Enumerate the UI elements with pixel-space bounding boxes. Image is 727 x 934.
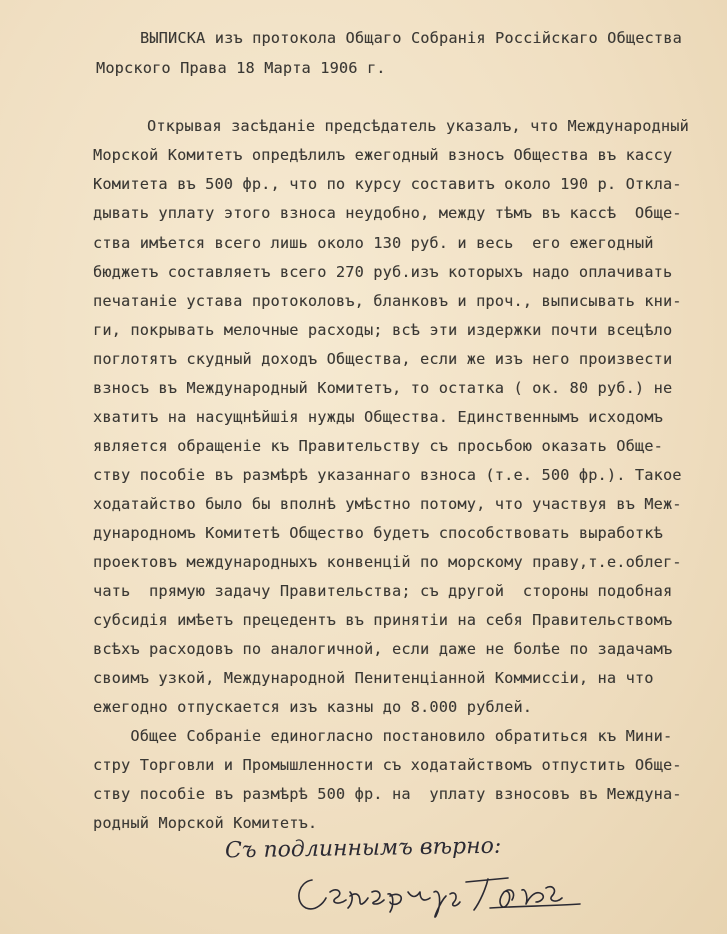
body-line: ходатайство было бы вполнѣ умѣстно потому, что участвуя въ Меж- [93,495,682,513]
signature-image [290,862,590,926]
body-line: субсидія имѣетъ прецедентъ въ принятіи на себя Правительствомъ [93,611,673,629]
heading-line-2: Морского Права 18 Марта 1906 г. [96,59,386,77]
body-line: ги, покрывать мелочные расходы; всѣ эти издержки почти всецѣло [93,321,673,339]
body-line: стру Торговли и Промышленности съ ходатайствомъ отпустить Обще- [93,756,682,774]
body-line: хватитъ на насущнѣйшія нужды Общества. Единственнымъ исходомъ [93,408,663,426]
body-line: проектовъ международныхъ конвенцій по морскому праву,т.е.облег- [93,553,682,571]
heading-line-1: ВЫПИСКА изъ протокола Общаго Собранія Россійскаго Общества [140,29,682,47]
body-line: ству пособіе въ размѣрѣ указаннаго взноса (т.е. 500 фр.). Такое [93,466,682,484]
body-line: дународномъ Комитетѣ Общество будетъ способствовать выработкѣ [93,524,663,542]
attestation-handwritten: Съ подлиннымъ вѣрно: [224,833,502,864]
body-line: Морской Комитетъ опредѣлилъ ежегодный взносъ Общества въ кассу [93,146,673,164]
body-line: Комитета въ 500 фр., что по курсу составитъ около 190 р. Откла- [93,175,682,193]
body-line: бюджетъ составляетъ всего 270 руб.изъ которыхъ надо оплачивать [93,263,673,281]
body-line: является обращеніе къ Правительству съ просьбою оказать Обще- [93,437,663,455]
body-line: поглотятъ скудный доходъ Общества, если же изъ него произвести [93,350,673,368]
body-line: печатаніе устава протоколовъ, бланковъ и проч., выписывать кни- [93,292,682,310]
body-line: своимъ узкой, Международной Пенитенціанной Коммиссіи, на что [93,669,654,687]
body-line: всѣхъ расходовъ по аналогичной, если даже не болѣе по задачамъ [93,640,673,658]
body-line: Открывая засѣданіе предсѣдатель указалъ, что Международный [147,117,689,135]
body-line: ству пособіе въ размѣрѣ 500 фр. на уплату взносовъ въ Междуна- [93,785,682,803]
body-line: чать прямую задачу Правительства; съ другой стороны подобная [93,582,673,600]
body-line: взносъ въ Международный Комитетъ, то остатка ( ок. 80 руб.) не [93,379,673,397]
body-line: Общее Собраніе единогласно постановило обратиться къ Мини- [93,727,673,745]
body-line: родный Морской Комитетъ. [93,814,318,832]
body-line: ежегодно отпускается изъ казны до 8.000 рублей. [93,698,533,716]
body-line: дывать уплату этого взноса неудобно, между тѣмъ въ кассѣ Обще- [93,204,682,222]
body-line: ства имѣется всего лишь около 130 руб. и весь его ежегодный [93,234,654,252]
